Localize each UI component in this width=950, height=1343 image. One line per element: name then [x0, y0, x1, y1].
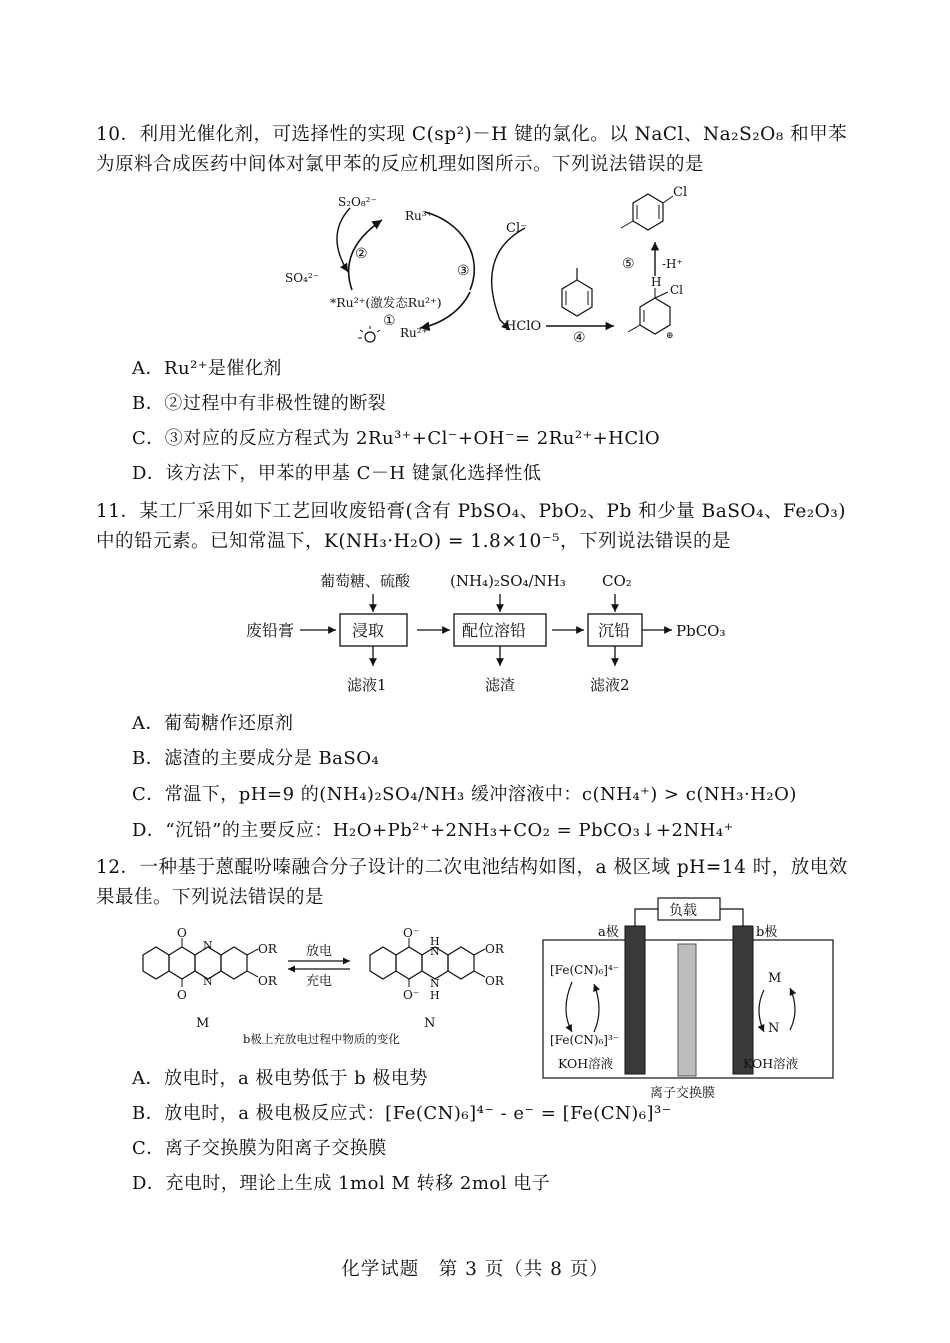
box1-label: 浸取 [352, 621, 385, 640]
discharge-label: 放电 [306, 944, 333, 959]
q11-option-a: A．葡萄糖作还原剂 [132, 713, 294, 734]
cl-arrow [492, 228, 525, 330]
page-footer: 化学试题 第 3 页（共 8 页） [341, 1259, 609, 1280]
q10-option-a: A．Ru²⁺是催化剂 [132, 358, 282, 379]
m-n-bottom: N [203, 975, 213, 988]
n-n-top: N [430, 945, 440, 958]
q10-option-b: B．②过程中有非极性键的断裂 [132, 393, 387, 414]
ru3-label: Ru³⁺ [405, 209, 433, 223]
reagent2-label: (NH₄)₂SO₄/NH₃ [450, 572, 566, 590]
membrane-label: 离子交换膜 [650, 1086, 716, 1101]
electrode-b-label: b极 [756, 925, 778, 940]
q11-option-d: D．“沉铅”的主要反应：H₂O+Pb²⁺+2NH₃+CO₂ = PbCO₃↓+2NH₄⁺ [132, 820, 734, 841]
q11-stem: 11．某工厂采用如下工艺回收废铅膏(含有 PbSO₄、PbO₂、Pb 和少量 BaSO₄、Fe₂O₃)中的铅元素。已知常温下，K(NH₃·H₂O) = 1.8×10⁻⁵，下列说法错误的是 [96, 501, 846, 552]
ru2-excited-label: *Ru²⁺(激发态Ru²⁺) [330, 295, 442, 310]
step1-label: ① [383, 313, 396, 329]
m-o-bottom: O [177, 988, 187, 1002]
waste1-label: 滤液1 [347, 676, 387, 694]
molecule-caption: b极上充放电过程中物质的变化 [243, 1032, 400, 1046]
cell-n-label: N [768, 1021, 780, 1036]
hclo-label: HClO [505, 319, 542, 334]
electrode-a [625, 926, 645, 1074]
s2o8-label: S₂O₈²⁻ [338, 195, 377, 209]
n-o-top: O⁻ [403, 926, 420, 940]
fe3-label: [Fe(CN)₆]³⁻ [550, 1033, 620, 1047]
box3-label: 沉铅 [598, 621, 631, 640]
chloronium-intermediate [628, 288, 670, 334]
electrode-a-label: a极 [598, 925, 619, 940]
koh-left-label: KOH溶液 [558, 1056, 614, 1071]
load-label: 负载 [669, 903, 697, 919]
n-h-bottom: H [430, 989, 440, 1002]
reagent1-label: 葡萄糖、硫酸 [320, 572, 411, 590]
molecule-m-structure [143, 938, 258, 987]
cl-minus-label: Cl⁻ [506, 221, 527, 236]
label-m: M [196, 1016, 210, 1031]
n-h-top: H [430, 935, 440, 948]
intermediate-charge-label: ⊕ [666, 331, 674, 341]
q12-stem: 12．一种基于蒽醌吩嗪融合分子设计的二次电池结构如图，a 极区域 pH=14 时，放电效果最佳。下列说法错误的是 [96, 857, 848, 908]
q12-option-b: B．放电时，a 极电极反应式：[Fe(CN)₆]⁴⁻ - e⁻ = [Fe(CN)₆]³⁻ [132, 1103, 672, 1124]
q12-molecule-diagram [128, 925, 528, 1055]
toluene-structure [562, 268, 592, 316]
intermediate-cl-label: Cl [670, 283, 684, 297]
s2o8-arrow [337, 208, 350, 272]
reagent3-label: CO₂ [602, 572, 632, 590]
light-bulb-icon [358, 326, 380, 342]
m-o-top: O [177, 926, 187, 940]
m-or-bottom: OR [258, 974, 277, 988]
output-label: PbCO₃ [676, 622, 726, 640]
m-n-top: N [203, 939, 213, 952]
charge-label: 充电 [306, 974, 333, 989]
p-chlorotoluene-structure [621, 194, 673, 230]
waste2-label: 滤渣 [485, 676, 516, 694]
n-or-top: OR [485, 942, 504, 956]
q11-flow-diagram [240, 568, 740, 698]
molecule-n-structure [370, 938, 485, 987]
step5-label: ⑤ [622, 256, 635, 272]
q12-option-c: C．离子交换膜为阳离子交换膜 [132, 1138, 387, 1159]
m-or-top: OR [258, 942, 277, 956]
ru2-label: Ru²⁺ [400, 326, 428, 340]
label-n: N [424, 1016, 436, 1031]
q11-option-b: B．滤渣的主要成分是 BaSO₄ [132, 748, 380, 769]
q11-option-c: C．常温下，pH=9 的(NH₄)₂SO₄/NH₃ 缓冲溶液中：c(NH₄⁺) > c(NH₃·H₂O) [132, 784, 797, 805]
input-label: 废铅膏 [246, 621, 295, 640]
n-n-bottom: N [430, 977, 440, 990]
step4-label: ④ [573, 330, 586, 346]
q12-battery-cell-diagram [538, 890, 838, 1105]
q10-option-d: D．该方法下，甲苯的甲基 C－H 键氯化选择性低 [132, 463, 542, 484]
waste3-label: 滤液2 [590, 676, 630, 694]
so4-label: SO₄²⁻ [285, 271, 320, 285]
q12-option-d: D．充电时，理论上生成 1mol M 转移 2mol 电子 [132, 1173, 551, 1194]
fe4-label: [Fe(CN)₆]⁴⁻ [550, 963, 620, 977]
q10-mechanism-diagram [270, 180, 710, 350]
intermediate-h-label: H [651, 275, 662, 289]
step2-label: ② [355, 246, 368, 262]
box2-label: 配位溶铅 [462, 621, 527, 640]
ion-exchange-membrane [678, 944, 696, 1076]
q10-stem: 10．利用光催化剂，可选择性的实现 C(sp²)－H 键的氯化。以 NaCl、Na₂S₂O₈ 和甲苯为原料合成医药中间体对氯甲苯的反应机理如图所示。下列说法错误的是 [96, 124, 848, 175]
q10-option-c: C．③对应的反应方程式为 2Ru³⁺+Cl⁻+OH⁻= 2Ru²⁺+HClO [132, 428, 661, 449]
electrode-b [733, 926, 753, 1074]
n-o-bottom: O⁻ [403, 988, 420, 1002]
koh-right-label: KOH溶液 [743, 1056, 799, 1071]
minus-h-label: -H⁺ [662, 257, 683, 271]
q12-option-a: A．放电时，a 极电势低于 b 极电势 [132, 1068, 428, 1089]
cell-m-label: M [768, 971, 782, 986]
n-or-bottom: OR [485, 974, 504, 988]
product-cl-label: Cl [673, 185, 688, 200]
step3-label: ③ [457, 263, 470, 279]
